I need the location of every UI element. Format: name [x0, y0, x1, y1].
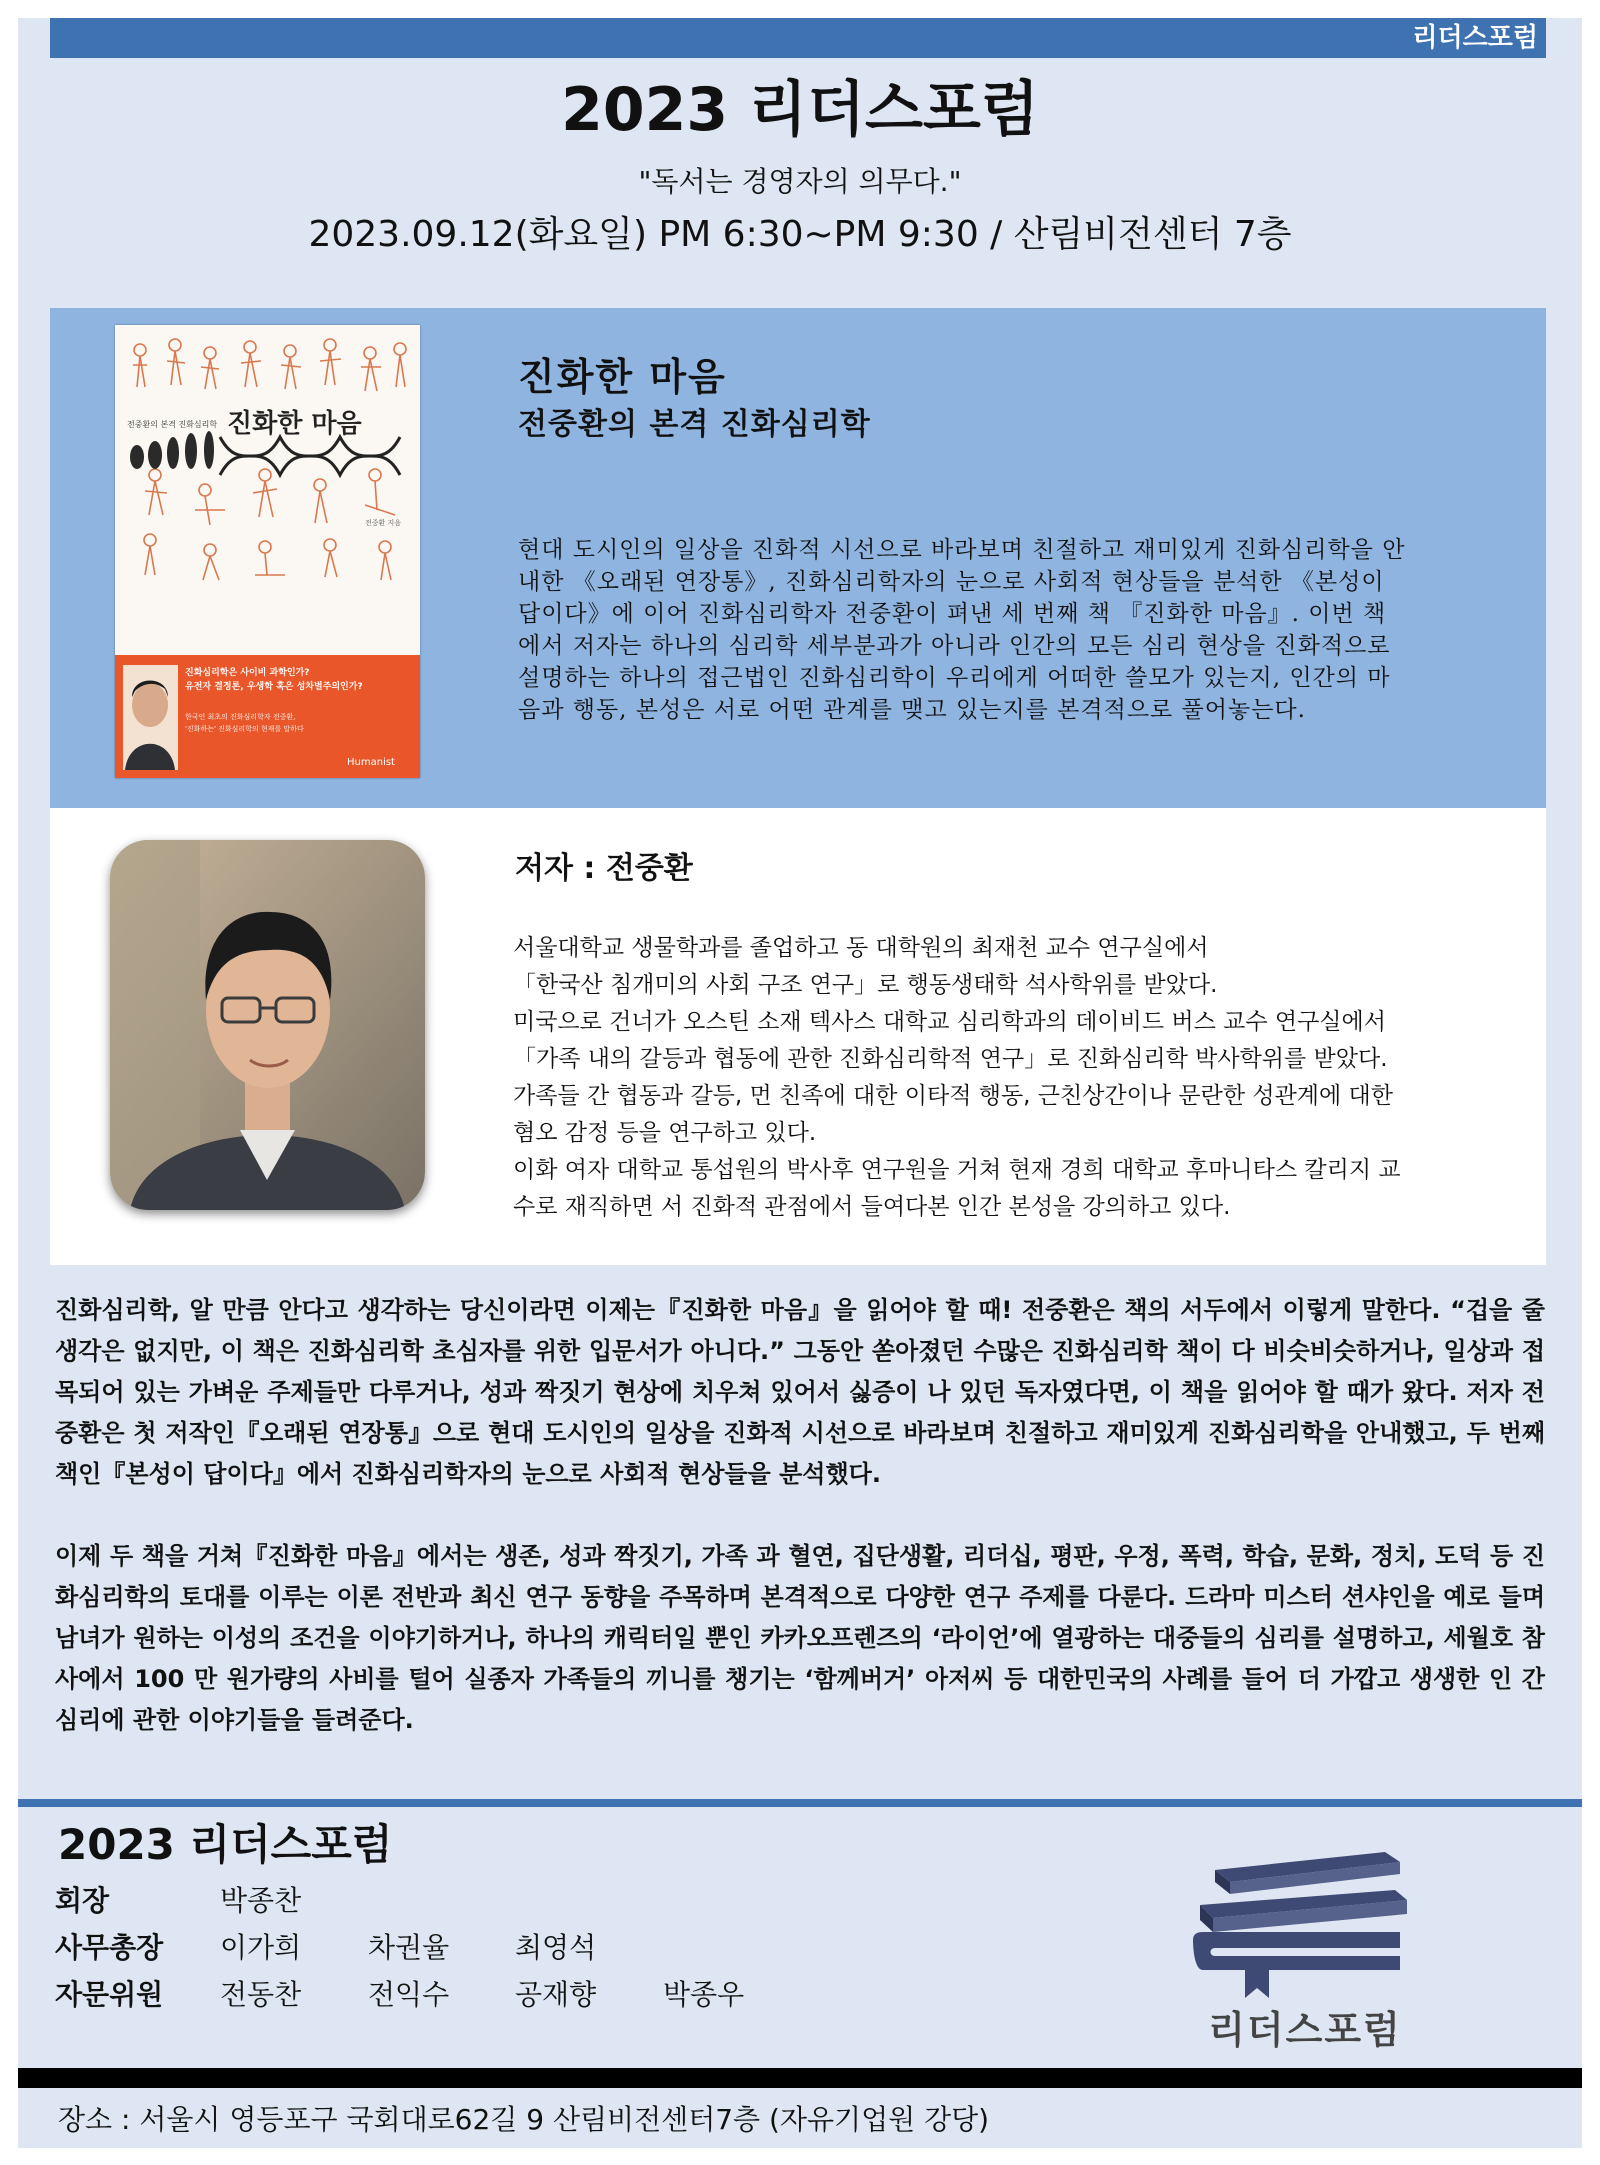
intro-paragraph-2: 이제 두 책을 거쳐『진화한 마음』에서는 생존, 성과 짝짓기, 가족 과 혈연, 집단생활, 리더십, 평판, 우정, 폭력, 학습, 문화, 정치, 도덕 등 진화심리학의 토대를 이루는 이론 전반과 최신 연구 동향을 주목하며 본격적으로 다양한 연구 주제를 다룬다. 드라마 미스터 션샤인을 예로 들며 남녀가 원하는 이성의 조건을 이야기하거나, 하나의 캐릭터일 뿐인 카카오프렌즈의 ‘라이언’에 열광하는 대중들의 심리를 설명하고, 세월호 참사에서 100 만 원가량의 사비를 털어 실종자 가족들의 끼니를 챙기는 ‘함께버거’ 아저씨 등 대한민국의 사례를 들어 더 가깝고 생생한 인 간 심리에 관한 이야기들을 들려준다. — [55, 1542, 1545, 1734]
member-name: 전익수 — [368, 1978, 450, 2011]
member-name: 공재향 — [515, 1978, 597, 2011]
footer-black-bar — [18, 2068, 1582, 2088]
member-role: 사무총장 — [55, 1931, 164, 1964]
header-bar — [50, 18, 1546, 58]
author-bio-line: 가족들 간 협동과 갈등, 먼 친족에 대한 이타적 행동, 근친상간이나 문란한 성관계에 대한 — [513, 1083, 1393, 1109]
member-name: 차권율 — [368, 1931, 450, 1964]
book-description — [518, 534, 1528, 726]
book-cover-illustration — [115, 325, 420, 778]
footer-divider — [18, 1799, 1582, 1807]
member-name: 박종찬 — [220, 1884, 302, 1917]
author-bio-line: 서울대학교 생물학과를 졸업하고 동 대학원의 최재천 교수 연구실에서 — [513, 935, 1209, 961]
intro-paragraph-1: 진화심리학, 알 만큼 안다고 생각하는 당신이라면 이제는『진화한 마음』을 읽어야 할 때! 전중환은 책의 서두에서 이렇게 말한다. “겁을 줄 생각은 없지만, 이 책은 진화심리학 초심자를 위한 입문서가 아니다.” 그동안 쏟아졌던 수많은 진화심리학 책이 다 비슷비슷하거나, 일상과 접목되어 있는 가벼운 주제들만 다루거나, 성과 짝짓기 현상에 치우쳐 있어서 싫증이 나 있던 독자였다면, 이 책을 읽어야 할 때가 왔다. 저자 전중환은 첫 저작인『오래된 연장통』으로 현대 도시인의 일상을 진화적 시선으로 바라보며 친절하고 재미있게 진화심리학을 안내했고, 두 번째 책인『본성이 답이다』에서 진화심리학자의 눈으로 사회적 현상들을 분석했다. — [55, 1296, 1545, 1488]
svg-text:Humanist: Humanist — [347, 757, 395, 768]
logo-text: 리더스포럼 — [1208, 2008, 1402, 2052]
svg-text:진화한 마음: 진화한 마음 — [227, 409, 362, 439]
book-introduction — [55, 1290, 1545, 1782]
footer-title: 2023 리더스포럼 — [58, 1820, 393, 1869]
svg-text:유전자 결정론, 우생학 혹은 성차별주의인가?: 유전자 결정론, 우생학 혹은 성차별주의인가? — [185, 682, 363, 692]
author-bio-line: 미국으로 건너가 오스틴 소재 텍사스 대학교 심리학과의 데이비드 버스 교수 연구실에서 — [513, 1009, 1386, 1035]
book-description-line: 내한 《오래된 연장통》, 진화심리학자의 눈으로 사회적 현상들을 분석한 《본성이 — [518, 569, 1385, 595]
member-role: 자문위원 — [55, 1978, 164, 2011]
book-subtitle: 전중환의 본격 진화심리학 — [518, 407, 871, 442]
author-bio-line: 「가족 내의 갈등과 협동에 관한 진화심리학적 연구」로 진화심리학 박사학위를 받았다. — [513, 1046, 1388, 1072]
member-name: 이가희 — [220, 1931, 302, 1964]
svg-text:전중환의 본격 진화심리학: 전중환의 본격 진화심리학 — [127, 420, 218, 429]
author-photo — [110, 840, 425, 1210]
author-bio-line: 수로 재직하면 서 진화적 관점에서 들여다본 인간 본성을 강의하고 있다. — [513, 1194, 1231, 1220]
venue-address: 장소 : 서울시 영등포구 국회대로62길 9 산림비전센터7층 (자유기업원 강당) — [58, 2103, 990, 2136]
book-description-line: 에서 저자는 하나의 심리학 세부분과가 아니라 인간의 모든 심리 현상을 진화적으로 — [518, 633, 1391, 659]
book-description-line: 답이다》에 이어 진화심리학자 전중환이 펴낸 세 번째 책 『진화한 마음』. 이번 책 — [518, 601, 1387, 627]
book-description-line: 설명하는 하나의 접근법인 진화심리학이 우리에게 어떠한 쓸모가 있는지, 인간의 마 — [518, 665, 1391, 691]
author-bio-line: 이화 여자 대학교 통섭원의 박사후 연구원을 거쳐 현재 경희 대학교 후마니타스 칼리지 교 — [513, 1157, 1401, 1183]
svg-text:한국인 최초의 진화심리학자 전중환,: 한국인 최초의 진화심리학자 전중환, — [185, 713, 296, 721]
svg-text:'진화하는' 진화심리학의 현재를 말하다: '진화하는' 진화심리학의 현재를 말하다 — [185, 725, 304, 733]
author-bio-line: 「한국산 침개미의 사회 구조 연구」로 행동생태학 석사학위를 받았다. — [513, 972, 1218, 998]
member-name: 박종우 — [663, 1978, 745, 2011]
svg-text:진화심리학은 사이비 과학인가?: 진화심리학은 사이비 과학인가? — [185, 668, 310, 678]
svg-text:전중환 지음: 전중환 지음 — [365, 519, 402, 527]
member-name: 전동찬 — [220, 1978, 302, 2011]
page-title: 2023 리더스포럼 — [561, 75, 1039, 145]
event-datetime: 2023.09.12(화요일) PM 6:30~PM 9:30 / 산림비전센터 7층 — [308, 214, 1292, 255]
author-portrait — [110, 840, 425, 1210]
author-bio — [513, 930, 1538, 1226]
author-bio-line: 혐오 감정 등을 연구하고 있다. — [513, 1120, 817, 1146]
member-name: 최영석 — [515, 1931, 597, 1964]
book-description-line: 음과 행동, 본성은 서로 어떤 관계를 맺고 있는지를 본격적으로 풀어놓는다. — [518, 697, 1306, 723]
book-title: 진화한 마음 — [518, 354, 727, 399]
book-cover-image — [115, 325, 420, 778]
member-role: 회장 — [55, 1884, 110, 1917]
book-description-line: 현대 도시인의 일상을 진화적 시선으로 바라보며 친절하고 재미있게 진화심리학을 안 — [518, 537, 1406, 563]
author-heading: 저자 : 전중환 — [515, 851, 693, 886]
header-bar-label: 리더스포럼 — [1412, 23, 1538, 53]
slogan: "독서는 경영자의 의무다." — [638, 165, 962, 198]
